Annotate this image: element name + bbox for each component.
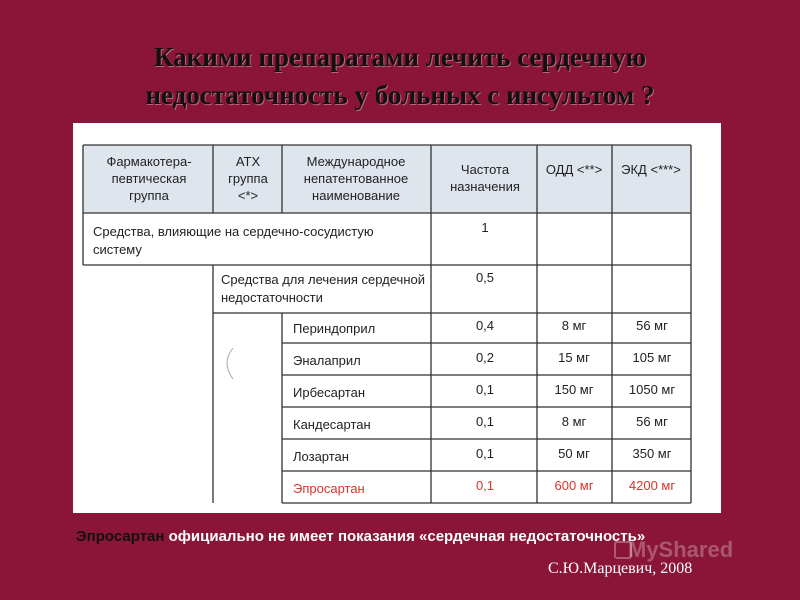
header-frequency: Частота назначения [450, 162, 520, 194]
drug-name: Кандесартан [293, 417, 371, 432]
header-atx: АТХ группа <*> [228, 154, 268, 203]
drug-ekd-highlighted: 4200 мг [628, 478, 676, 493]
drug-odd-highlighted: 600 мг [554, 478, 594, 493]
footnote-drug: Эпросартан [76, 528, 165, 545]
drug-ekd: 350 мг [632, 446, 672, 461]
scanned-table-image [73, 123, 721, 513]
drug-odd: 150 мг [554, 382, 594, 397]
drug-frequency: 0,1 [475, 414, 495, 429]
section-heart-failure-label: Средства для лечения сердечной недостаточности [221, 272, 425, 305]
drug-name: Периндоприл [293, 321, 376, 336]
drug-name: Ирбесартан [293, 385, 365, 400]
section-cardiovascular-frequency: 1 [481, 220, 489, 235]
drug-ekd: 1050 мг [628, 382, 676, 397]
drug-frequency: 0,1 [475, 382, 495, 397]
slide-title [0, 38, 800, 114]
header-odd: ОДД <**> [545, 162, 603, 177]
title-line-2: недостаточность у больных с инсультом ? [145, 80, 655, 110]
author-credit: С.Ю.Марцевич, 2008 [548, 560, 693, 577]
drug-frequency: 0,2 [475, 350, 495, 365]
footnote [76, 526, 676, 548]
drug-odd: 50 мг [558, 446, 590, 461]
drug-frequency-highlighted: 0,1 [475, 478, 495, 493]
drug-name-highlighted: Эпросартан [293, 481, 365, 496]
drug-ekd: 56 мг [636, 318, 668, 333]
watermark-text: MyShared [628, 537, 734, 562]
drug-frequency: 0,1 [475, 446, 495, 461]
header-inn: Международное непатентованное наименование [303, 154, 409, 203]
drug-name: Эналаприл [293, 353, 361, 368]
title-line-1: Какими препаратами лечить сердечную [153, 42, 647, 72]
drug-odd: 8 мг [561, 414, 587, 429]
footnote-text: официально не имеет показания «сердечная недостаточность» [168, 528, 646, 545]
drug-ekd: 105 мг [632, 350, 672, 365]
drug-name: Лозартан [293, 449, 349, 464]
drug-frequency: 0,4 [475, 318, 495, 333]
section-heart-failure-frequency: 0,5 [475, 270, 495, 285]
header-group: Фармакотера-певтическая группа [106, 154, 192, 203]
drug-ekd: 56 мг [636, 414, 668, 429]
header-ekd: ЭКД <***> [621, 162, 681, 177]
drug-odd: 8 мг [561, 318, 587, 333]
section-cardiovascular-label: Средства, влияющие на сердечно-сосудистую систему [93, 224, 374, 257]
drug-odd: 15 мг [558, 350, 590, 365]
